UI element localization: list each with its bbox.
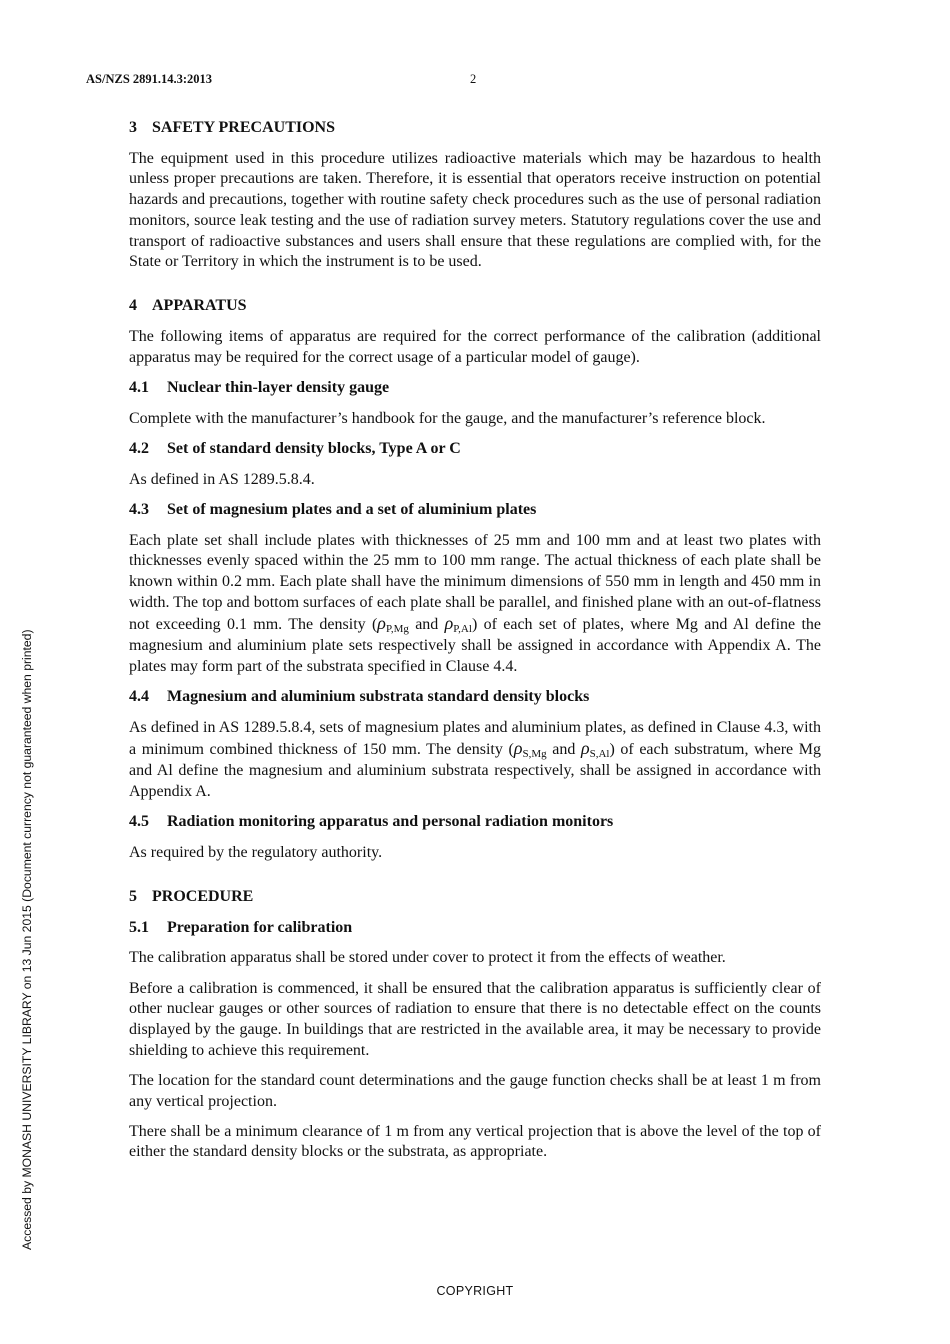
rho-symbol: ρ [580,738,590,759]
clause-4-5-heading: 4.5 Radiation monitoring apparatus and personal radiation monitors [129,812,614,830]
section-4-heading: 4 APPARATUS [129,297,247,315]
clause-5-1-paragraph-3: The location for the standard count determinations and the gauge function checks shall be at least 1 m from any vertical projection. [129,1071,821,1110]
standard-designation: AS/NZS 2891.14.3:2013 [86,72,213,86]
clause-4-3-paragraph: Each plate set shall include plates with thicknesses of 25 mm and 100 mm and at least two plates with thicknesses evenly spaced within the 25 mm to 100 mm range. The actual thickness of each plate shall be known within 0.2 mm. Each plate shall have the minimum dimensions of 550 mm in length and 450 mm in width. The top and bottom surfaces of each plate shall be parallel, and finished plane with an out-of-flatness not exceeding 0.1 mm. The density ($\rho_{P,Mg}$ and $\rho_{P,Al}$) of each set of plates, where Mg and Al define the magnesium and aluminium plate sets respectively shall be assigned in accordance with Appendix A. The plates may form part of the substrata specified in Clause 4.4. [129,531,821,675]
section-3-heading: 3 SAFETY PRECAUTIONS [129,119,335,136]
clause-5-1-paragraph-1: The calibration apparatus shall be stored under cover to protect it from the effects of weather. [129,949,726,967]
section-4-paragraph: The following items of apparatus are required for the correct performance of the calibration (additional apparatus may be required for the correct usage of a particular model of gauge). [129,328,821,366]
clause-5-1-paragraph-4: There shall be a minimum clearance of 1 m from any vertical projection that is above the level of the top of either the standard density blocks or the substrata, as appropriate. [129,1122,821,1161]
section-3-paragraph: The equipment used in this procedure utilizes radioactive materials which may be hazardous to health unless proper precautions are taken. Therefore, it is essential that operators receive instruction on potential hazards and precautions, together with routine safety check procedures such as the use of personal radiation monitors, source leak testing and the use of radiation survey meters. Statutory regulations cover the use and transport of radioactive substances and users shall ensure that these regulations are complied with, for the State or Territory in which the instrument is to be used. [129,149,821,271]
clause-4-1-paragraph: Complete with the manufacturer’s handbook for the gauge, and the manufacturer’s reference block. [129,409,766,427]
clause-4-5-paragraph: As required by the regulatory authority. [129,843,383,861]
clause-5-1-paragraph-2: Before a calibration is commenced, it shall be ensured that the calibration apparatus is sufficiently clear of other nuclear gauges or other sources of radiation to ensure that there is no detectable effect on the counts displayed by the gauge. In buildings that are restricted in the available area, it may be necessary to provide shielding to achieve this requirement. [129,979,821,1059]
copyright-footer: COPYRIGHT [436,1284,514,1298]
rho-symbol: ρ [444,613,454,634]
access-watermark: Accessed by MONASH UNIVERSITY LIBRARY on 13 Jun 2015 (Document currency not guaranteed when printed) [20,629,34,1250]
clause-4-4-paragraph: As defined in AS 1289.5.8.4, sets of magnesium plates and aluminium plates, as defined in Clause 4.3, with a minimum combined thickness of 150 mm. The density ($\rho_{S,Mg}$ and $\rho_{S,Al}$) of each substratum, where Mg and Al define the magnesium and aluminium substrata respectively, shall be assigned in accordance with Appendix A. [129,718,821,800]
clause-4-2-heading: 4.2 Set of standard density blocks, Type A or C [129,439,461,457]
page-number: 2 [470,72,477,86]
clause-4-2-paragraph: As defined in AS 1289.5.8.4. [129,470,315,488]
clause-4-1-heading: 4.1 Nuclear thin-layer density gauge [129,379,390,397]
section-5-heading: 5 PROCEDURE [129,887,254,905]
clause-4-4-heading: 4.4 Magnesium and aluminium substrata standard density blocks [129,687,590,705]
rho-symbol: ρ [513,738,523,759]
clause-4-3-heading: 4.3 Set of magnesium plates and a set of aluminium plates [129,500,537,518]
rho-symbol: ρ [377,613,386,634]
clause-5-1-heading: 5.1 Preparation for calibration [129,918,353,936]
page-body [129,118,821,1173]
